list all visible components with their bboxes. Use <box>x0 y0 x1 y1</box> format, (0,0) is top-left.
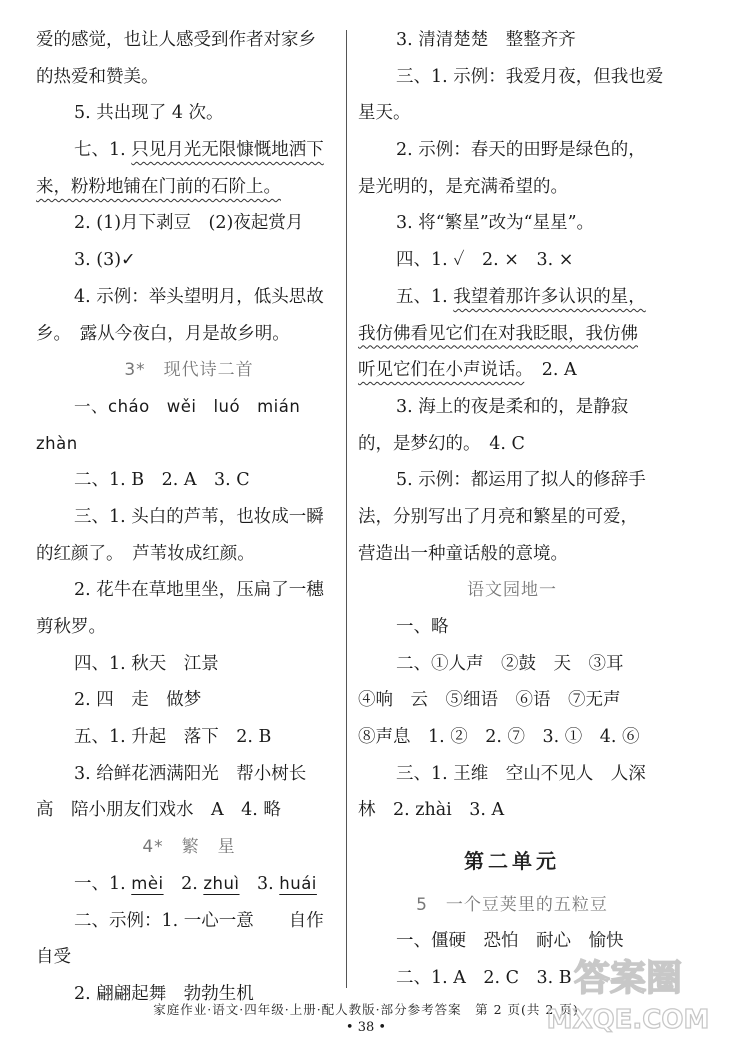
text-line: 2. 翩翩起舞 勃勃生机 <box>74 983 254 1004</box>
text-line: 3. 清清楚楚 整整齐齐 <box>396 30 576 50</box>
text-line: 三、1. 王维 空山不见人 人深 <box>396 763 646 784</box>
text-line: 二、1. A 2. C 3. B <box>396 967 572 988</box>
text-line: 法，分别写出了月亮和繁星的可爱， <box>358 506 638 527</box>
section-title: 3* 现代诗二首 <box>124 360 254 381</box>
underlined-answer: 来，粉粉地铺在门前的石阶上。 <box>36 176 281 197</box>
question-number: 一、1. <box>74 873 132 894</box>
text-line: 的红颜了。 芦苇妆成红颜。 <box>36 543 255 564</box>
text-line: 3. 给鲜花洒满阳光 帮小树长 <box>74 763 307 784</box>
text-line: 星天。 <box>358 103 411 124</box>
text-line: 五、1. 升起 落下 2. B <box>74 727 272 748</box>
text-line: 5. 示例：都运用了拟人的修辞手 <box>396 470 646 491</box>
text-line: 3. 海上的夜是柔和的，是静寂 <box>396 396 629 417</box>
text-line: 3. (3)✓ <box>74 250 136 271</box>
text-line: 二、示例：1. 一心一意 自作 <box>74 910 324 931</box>
question-number: 七、1. <box>74 140 132 161</box>
text-line: 爱的感觉，也让人感受到作者对家乡 <box>36 30 316 50</box>
text-line <box>36 132 342 169</box>
text-line: 4. 示例：举头望明月，低头思故 <box>74 286 324 307</box>
page-footer: 家庭作业·语文·四年级·上册·配人教版·部分参考答案 第 2 页(共 2 页) <box>153 1002 579 1017</box>
left-column <box>36 22 342 1013</box>
section-title: 5 一个豆荚里的五粒豆 <box>416 895 608 916</box>
question-number: 五、1. <box>396 286 454 307</box>
section-title: 语文园地一 <box>467 580 557 601</box>
text-line: 2. 示例：春天的田野是绿色的， <box>396 140 646 161</box>
column-divider <box>346 30 347 988</box>
text-line: 一、cháo wěi luó mián <box>74 396 301 416</box>
text-line: 乡。 露从今夜白，月是故乡明。 <box>36 323 290 344</box>
text-line: 三、1. 头白的芦苇，也妆成一瞬 <box>74 506 324 527</box>
text-line <box>358 316 666 353</box>
answer-text: 2. A <box>524 360 577 381</box>
text-line: 四、1. 秋天 江景 <box>74 653 219 674</box>
text-line: 的热爱和赞美。 <box>36 66 159 87</box>
text-line: 林 2. zhài 3. A <box>358 800 505 821</box>
underlined-answer: 我仿佛看见它们在对我眨眼，我仿佛 <box>358 323 638 344</box>
text-line: 一、僵硬 恐怕 耐心 愉快 <box>396 931 624 952</box>
text-line: 2. 四 走 做梦 <box>74 690 202 711</box>
text-line: 的，是梦幻的。 4. C <box>358 433 525 454</box>
text-line: 2. 花牛在草地里坐，压扁了一穗 <box>74 580 324 601</box>
text-line: 二、1. B 2. A 3. C <box>74 470 250 491</box>
text-line: 5. 共出现了 4 次。 <box>74 103 224 124</box>
text-line: zhàn <box>36 433 78 453</box>
text-line <box>36 866 342 903</box>
question-number: 2. <box>163 873 204 894</box>
pinyin-answer: huái <box>279 873 317 893</box>
underlined-answer: 只见月光无限慷慨地洒下 <box>131 140 324 161</box>
text-line: 是光明的，是充满希望的。 <box>358 176 568 197</box>
text-line: 剪秋罗。 <box>36 617 106 637</box>
underlined-answer: 我望着那许多认识的星， <box>453 286 646 307</box>
text-line: ⑧声息 1. ② 2. ⑦ 3. ① 4. ⑥ <box>358 727 640 748</box>
text-line: 自受 <box>36 947 71 968</box>
pinyin-answer: zhuì <box>203 873 240 893</box>
text-line: 2. (1)月下剥豆 (2)夜起赏月 <box>74 213 304 234</box>
section-title: 4* 繁 星 <box>142 837 236 858</box>
text-line <box>36 169 342 206</box>
text-line: 四、1. ✓ 2. × 3. × <box>396 250 574 271</box>
text-line <box>358 279 666 316</box>
svg-text:MXQE.COM: MXQE.COM <box>546 1005 710 1035</box>
text-line: 三、1. 示例：我爱月夜，但我也爱 <box>396 66 664 87</box>
question-number: 3. <box>239 873 280 894</box>
page-number: • 38 • <box>345 1020 387 1035</box>
pinyin-answer: mèi <box>131 873 164 893</box>
text-line: ④响 云 ⑤细语 ⑥语 ⑦无声 <box>358 690 621 711</box>
watermark-logo <box>528 940 728 1040</box>
text-line: 3. 将“繁星”改为“星星”。 <box>396 213 595 234</box>
text-line: 高 陪小朋友们戏水 A 4. 略 <box>36 800 281 821</box>
right-column <box>358 22 666 997</box>
underlined-answer: 听见它们在小声说话。 <box>358 360 525 381</box>
svg-text:答案圈: 答案圈 <box>573 958 683 999</box>
text-line: 二、①人声 ②鼓 天 ③耳 <box>396 653 624 674</box>
text-line: 一、略 <box>396 617 449 637</box>
text-line: 营造出一种童话般的意境。 <box>358 543 568 564</box>
unit-heading: 第二单元 <box>464 849 560 874</box>
text-line <box>358 352 666 389</box>
